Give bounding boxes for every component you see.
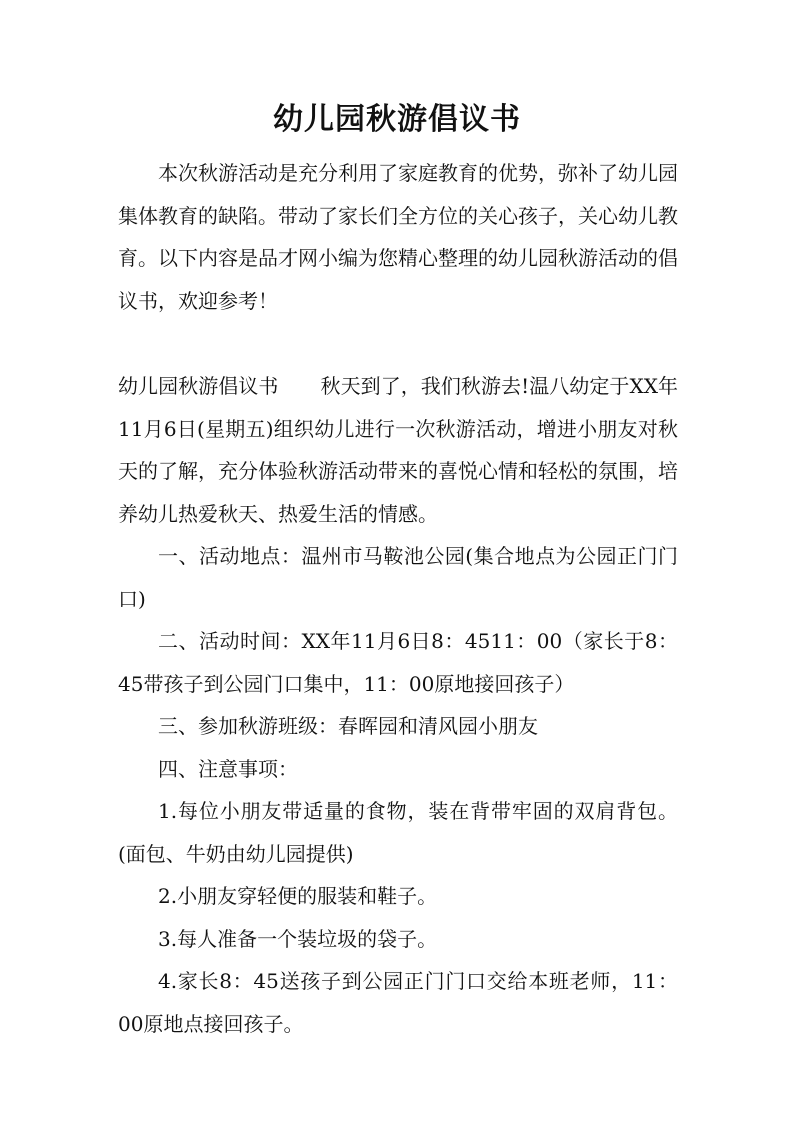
note-item: 1.每位小朋友带适量的食物，装在背带牢固的双肩背包。(面包、牛奶由幼儿园提供)	[118, 799, 678, 866]
section-time: 二、活动时间：XX年11月6日8：4511：00（家长于8：45带孩子到公园门口集中，11：00原地接回孩子）	[118, 629, 678, 696]
opening-text: 秋天到了，我们秋游去!温八幼定于XX年11月6日(星期五)组织幼儿进行一次秋游活动，增进小朋友对秋天的了解，充分体验秋游活动带来的喜悦心情和轻松的氛围，培养幼儿热爱秋天、热爱生活的情感。	[118, 374, 679, 526]
note-item: 3.每人准备一个装垃圾的袋子。	[158, 926, 438, 951]
intro-block	[118, 152, 678, 322]
intro-paragraph: 本次秋游活动是充分利用了家庭教育的优势，弥补了幼儿园集体教育的缺陷。带动了家长们全方位的关心孩子，关心幼儿教育。以下内容是品才网小编为您精心整理的幼儿园秋游活动的倡议书，欢迎参考！	[118, 161, 678, 313]
section-classes: 三、参加秋游班级：春晖园和清风园小朋友	[158, 714, 538, 738]
section-location: 一、活动地点：温州市马鞍池公园(集合地点为公园正门门口)	[118, 544, 678, 611]
main-content	[118, 365, 678, 1045]
opening-paragraph	[118, 365, 678, 535]
inline-heading: 幼儿园秋游倡议书	[118, 374, 279, 398]
section-notes-heading: 四、注意事项：	[158, 756, 298, 781]
note-item: 4.家长8：45送孩子到公园正门门口交给本班老师，11：00原地点接回孩子。	[118, 969, 678, 1036]
note-item: 2.小朋友穿轻便的服装和鞋子。	[158, 884, 438, 908]
page-title: 幼儿园秋游倡议书	[273, 102, 521, 137]
